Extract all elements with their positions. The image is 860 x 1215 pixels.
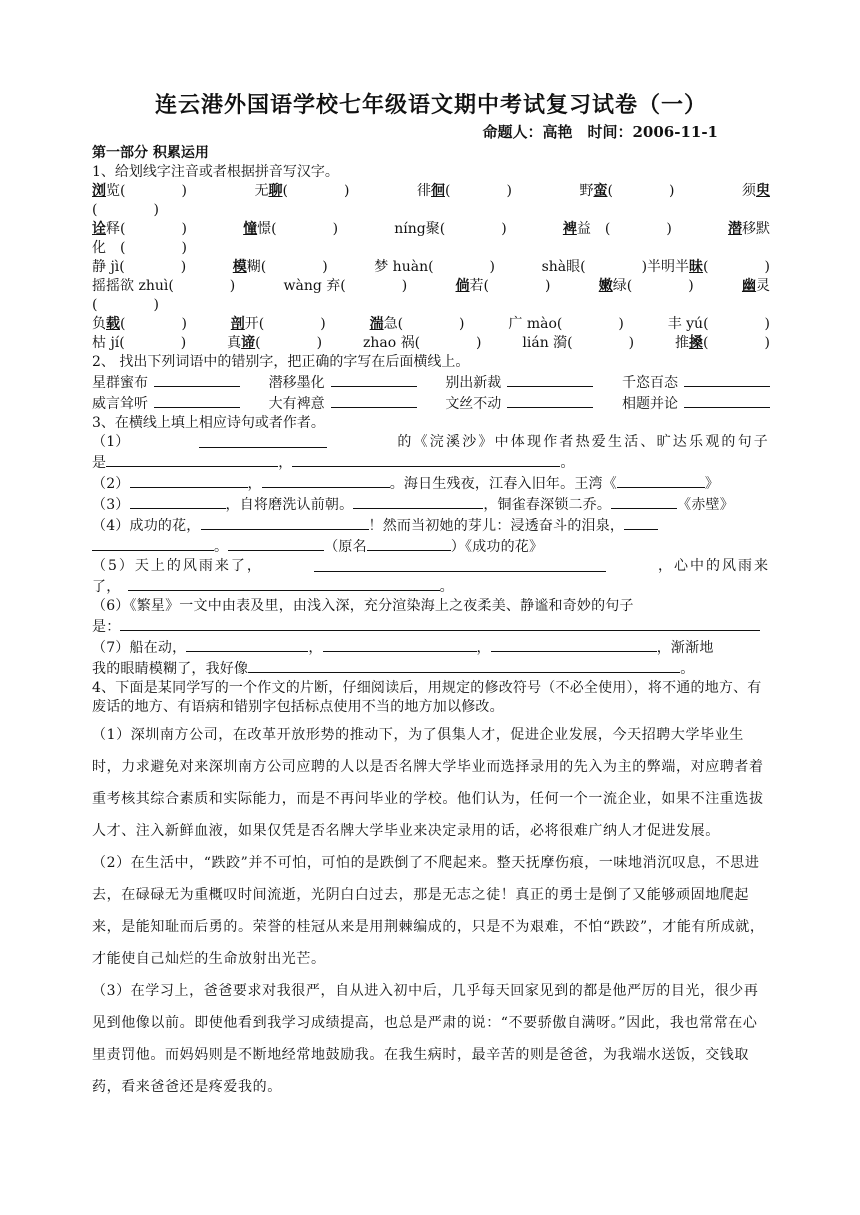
q1-item-text: 枯 jí( ) <box>92 335 187 351</box>
q1-item <box>92 315 187 334</box>
q3-5-label: （5）天上的风雨来了， <box>92 558 263 574</box>
q2-item <box>622 372 770 393</box>
q3-item-1 <box>92 433 770 473</box>
question-1: 1、给划线字注音或者根据拼音写汉字。 <box>92 164 339 180</box>
q1-item <box>363 334 482 353</box>
q3-1-end: 。 <box>560 455 575 471</box>
q1-item-text: 糊( ) <box>246 259 328 275</box>
q1-item-text: 灵 <box>755 278 770 294</box>
answer-blank[interactable] <box>367 536 451 551</box>
q1-item-text: lián 漪( ) <box>522 335 635 351</box>
q3-7-comma2: ， <box>476 640 491 656</box>
q3-4-period: 。 <box>214 539 229 555</box>
q1-row <box>92 201 770 220</box>
q1-item <box>456 277 551 296</box>
q1-item-text: ( ) <box>703 335 770 351</box>
q1-item <box>92 220 187 239</box>
answer-blank[interactable] <box>130 473 248 488</box>
q1-item <box>508 315 623 334</box>
q1-item-text: ( ) <box>282 183 350 199</box>
q1-item <box>243 220 338 239</box>
answer-blank[interactable] <box>228 536 324 551</box>
q3-3-text2: ，铜雀春深锁二乔。 <box>483 497 612 513</box>
q1-item <box>92 239 187 258</box>
q3-2-comma: ， <box>247 476 262 492</box>
q1-item-text: 益 ( ) <box>576 221 672 237</box>
q1-item-text: 野 <box>579 183 594 199</box>
q1-row <box>92 182 770 201</box>
q3-item-7 <box>92 637 770 679</box>
q3-item-3 <box>92 494 770 515</box>
question-2: 2、 找出下列词语中的错别字，把正确的字写在后面横线上。 <box>92 354 470 370</box>
q3-1-label: （1） <box>92 434 130 450</box>
q3-1-comma: ， <box>278 455 293 471</box>
q3-5-end: 。 <box>439 579 454 595</box>
q3-7-text2: 我的眼睛模糊了，我好像 <box>92 661 249 677</box>
answer-blank[interactable] <box>507 393 593 408</box>
q1-underlined-char: 幽 <box>741 278 756 294</box>
q1-underlined-char: 裨 <box>562 221 577 237</box>
q1-item-text: ( ) <box>92 297 159 313</box>
q1-item-text: 化 ( ) <box>92 240 187 256</box>
q2-word: 大有裨意 <box>268 396 325 412</box>
answer-blank[interactable] <box>314 557 606 572</box>
q2-word: 千恣百态 <box>621 375 678 391</box>
q1-item-text: 绿( ) <box>612 278 694 294</box>
q1-underlined-char: 昧 <box>689 259 704 275</box>
answer-blank[interactable] <box>92 536 214 551</box>
q1-item-text: ( ) <box>120 316 187 332</box>
q1-item-text: 开( ) <box>244 316 326 332</box>
q1-item-text: 真 <box>227 335 242 351</box>
answer-blank[interactable] <box>186 637 308 652</box>
q1-underlined-char: 徊 <box>431 183 445 199</box>
answer-blank[interactable] <box>331 393 417 408</box>
q1-item <box>92 296 159 315</box>
q1-underlined-char: 模 <box>232 259 247 275</box>
q1-item-text: 若( ) <box>469 278 551 294</box>
q1-row <box>92 296 770 315</box>
question-4: 4、下面是某同学写的一个作文的片断，仔细阅读后，用规定的修改符号（不必全使用），将不通的地方、有废话的地方、有语病和错别字包括标点使用不当的地方加以修改。 <box>92 680 762 715</box>
q2-item <box>445 372 593 393</box>
answer-blank[interactable] <box>154 393 240 408</box>
q2-word: 星群蜜布 <box>92 375 148 391</box>
q3-item-5 <box>92 557 770 597</box>
q1-row <box>92 258 770 277</box>
q1-underlined-char: 剖 <box>230 316 245 332</box>
q1-item <box>542 258 770 277</box>
q1-item-text: 览( ) <box>106 183 187 199</box>
q1-item-text: 静 jì( ) <box>92 259 187 275</box>
answer-blank[interactable] <box>491 637 657 652</box>
q3-item-6 <box>92 597 770 637</box>
q1-item-text: níng <box>394 221 426 237</box>
q1-item-text: ( ) <box>445 183 512 199</box>
q1-item <box>92 182 187 201</box>
q1-underlined-char: 浏 <box>92 183 106 199</box>
q1-row <box>92 239 770 258</box>
q1-item-text: 须 <box>742 183 756 199</box>
q3-3-label: （3） <box>92 497 130 513</box>
q1-item-text: zhao 祸( ) <box>362 335 482 351</box>
q3-item-2 <box>92 473 770 494</box>
page-title: 连云港外国语学校七年级语文期中考试复习试卷（一） <box>154 92 707 118</box>
q3-3-text: ，自将磨洗认前朝。 <box>225 497 354 513</box>
q1-underlined-char: 臾 <box>756 183 770 199</box>
q1-item-text: 推 <box>675 335 690 351</box>
q1-row <box>92 334 770 353</box>
q2-item <box>445 393 593 414</box>
q1-item-text: ( ) <box>255 335 323 351</box>
q1-item <box>417 182 512 201</box>
q1-item <box>284 277 408 296</box>
answer-blank[interactable] <box>262 473 390 488</box>
essay-paragraph-3: （3）在学习上，爸爸要求对我很严，自从进入初中后，几乎每天回家见到的都是他严厉的目光，很少再见到他像以前。即使他看到我学习成绩提高，也总是严肃的说：“不要骄傲自满呀。”因此，我也常常在心里责罚他。而妈妈则是不断地经常地鼓励我。在我生病时，最辛苦的则是爸爸，为我端水送饭，交钱取药，看来爸爸还是疼爱我的。 <box>92 983 759 1095</box>
q3-7-text: ，渐渐地 <box>656 640 714 656</box>
q1-underlined-char: 诠 <box>92 221 106 237</box>
q1-item <box>668 315 770 334</box>
answer-blank[interactable] <box>201 515 369 530</box>
q3-7-label: （7）船在动， <box>92 640 187 656</box>
q1-item-text: 聚( ) <box>425 221 507 237</box>
q2-word: 别出新裁 <box>445 375 502 391</box>
q1-item <box>394 220 506 239</box>
q1-item-text: 丰 yú( ) <box>667 316 770 332</box>
q1-item <box>231 315 326 334</box>
q1-underlined-char: 蛮 <box>593 183 608 199</box>
q1-item-text: 广 mào( ) <box>508 316 624 332</box>
q1-underlined-char: 潜 <box>727 221 742 237</box>
answer-blank[interactable] <box>292 452 560 467</box>
q3-6-text2: 是： <box>92 619 121 635</box>
question-1-items <box>92 182 770 353</box>
q3-4-text: ！然而当初她的芽儿：浸透奋斗的泪泉， <box>368 518 625 534</box>
section-heading: 第一部分 积累运用 <box>92 145 209 161</box>
answer-blank[interactable] <box>617 473 705 488</box>
essay-paragraph-1: （1）深圳南方公司，在改革开放形势的推动下，为了俱集人才，促进企业发展，今天招聘大学毕业生时，力求避免对来深圳南方公司应聘的人以是否名牌大学毕业而选择录用的先入为主的弊端，对应聘者着重考核其综合素质和实际能力，而是不再问毕业的学校。他们认为，任何一个一流企业，如果不注重选拔人才、注入新鲜血液，如果仅凭是否名牌大学毕业来决定录用的话，必将很难广纳人才促进发展。 <box>92 727 764 839</box>
q1-item <box>227 334 322 353</box>
q1-item-text: ( ) <box>607 183 675 199</box>
q1-item <box>370 315 465 334</box>
q3-2-label: （2） <box>92 476 130 492</box>
q2-item <box>269 393 417 414</box>
q2-row <box>92 393 770 414</box>
q3-1-text2: 是 <box>92 455 107 471</box>
question-3: 3、在横线上填上相应诗句或者作者。 <box>92 415 325 431</box>
q1-item <box>742 277 770 296</box>
q2-row <box>92 372 770 393</box>
q1-item-text: 无 <box>254 183 269 199</box>
q1-underlined-char: 聊 <box>268 183 283 199</box>
q1-item-text: wàng 弃( ) <box>283 278 408 294</box>
q3-item-4 <box>92 515 770 557</box>
q1-underlined-char: 载 <box>106 316 120 332</box>
q1-item-text: ( ) <box>92 202 159 218</box>
q1-item-text: 急( ) <box>383 316 465 332</box>
q3-3-end: 《赤壁》 <box>677 497 734 513</box>
question-2-items <box>92 372 770 414</box>
q3-7-end: 。 <box>680 661 695 677</box>
q1-item-text: 移默 <box>741 221 770 237</box>
q1-item-text: 憬( ) <box>257 221 339 237</box>
q2-word: 潜移墨化 <box>268 375 325 391</box>
q1-item <box>522 334 634 353</box>
q1-item <box>92 277 235 296</box>
q1-item <box>742 182 770 201</box>
q1-item <box>675 334 770 353</box>
q1-underlined-char: 搡 <box>689 335 704 351</box>
q1-item <box>92 201 159 220</box>
q1-item <box>255 182 350 201</box>
q1-item <box>374 258 495 277</box>
q3-4-label: （4）成功的花， <box>92 518 201 534</box>
answer-blank[interactable] <box>199 433 327 448</box>
answer-blank[interactable] <box>248 658 680 673</box>
essay-paragraph-2: （2）在生活中，“跌跤”并不可怕，可怕的是跌倒了不爬起来。整天抚摩伤痕，一味地消沉叹息，不思进去，在碌碌无为重概叹时间流逝，光阴白白过去，那是无志之徒！真正的勇士是倒了又能够顽固地爬起来，是能知耻而后勇的。荣誉的桂冠从来是用荆棘编成的，只是不为艰难，不怕“跌跤”，才能有所成就，才能使自己灿烂的生命放射出光芒。 <box>92 855 765 967</box>
q1-item-text: ( ) <box>703 259 770 275</box>
q2-item <box>92 372 240 393</box>
author-line: 命题人：高艳 时间：2006-11-1 <box>482 123 718 141</box>
answer-blank[interactable] <box>624 515 658 530</box>
q2-word: 文丝不动 <box>445 396 502 412</box>
q3-2-text: 。海日生残夜，江春入旧年。王湾《 <box>389 476 617 492</box>
answer-blank[interactable] <box>507 372 593 387</box>
q1-item <box>92 258 186 277</box>
answer-blank[interactable] <box>154 372 240 387</box>
q1-item <box>580 182 675 201</box>
q2-word: 相题并论 <box>621 396 678 412</box>
q3-5-text2: 了， <box>92 579 114 595</box>
q1-underlined-char: 谛 <box>241 335 256 351</box>
q1-item <box>728 220 770 239</box>
q2-item <box>269 372 417 393</box>
answer-blank[interactable] <box>106 452 278 467</box>
q1-item-text: shà眼( )半明半 <box>541 259 690 275</box>
q1-item-text: 梦 huàn( ) <box>374 259 496 275</box>
q2-item <box>92 393 240 414</box>
essay-passage <box>92 719 770 1103</box>
q1-underlined-char: 湍 <box>369 316 384 332</box>
q3-6-text: （6）《繁星》一文中由表及里，由浅入深，充分渲染海上之夜柔美、静谧和奇妙的句子 <box>92 598 634 614</box>
q1-item <box>233 258 328 277</box>
q3-4-end: ）《成功的花》 <box>450 539 544 555</box>
q1-item-text: 负 <box>92 316 106 332</box>
answer-blank[interactable] <box>684 393 770 408</box>
q1-underlined-char: 倘 <box>455 278 470 294</box>
q1-underlined-char: 憧 <box>243 221 258 237</box>
answer-blank[interactable] <box>323 637 477 652</box>
q1-row <box>92 220 770 239</box>
q1-item-text: 徘 <box>417 183 431 199</box>
q1-item-text: 释( ) <box>106 221 187 237</box>
answer-blank[interactable] <box>331 372 417 387</box>
q3-5-text: ，心中的风雨来 <box>657 558 770 574</box>
q2-word: 威言耸听 <box>92 396 148 412</box>
q1-item-text: 摇摇欲 zhuì( ) <box>92 278 236 294</box>
answer-blank[interactable] <box>611 494 677 509</box>
q1-row <box>92 277 770 296</box>
answer-blank[interactable] <box>128 576 440 591</box>
q3-2-end: 》 <box>704 476 720 492</box>
q1-row <box>92 315 770 334</box>
answer-blank[interactable] <box>130 494 226 509</box>
exam-page <box>92 88 770 1103</box>
q3-4-text2: （原名 <box>324 539 367 555</box>
q2-item <box>622 393 770 414</box>
answer-blank[interactable] <box>684 372 770 387</box>
q1-item <box>599 277 694 296</box>
q3-1-text: 的《浣溪沙》中体现作者热爱生活、旷达乐观的句子 <box>397 434 770 450</box>
answer-blank[interactable] <box>120 616 760 631</box>
q3-7-comma: ， <box>308 640 323 656</box>
answer-blank[interactable] <box>353 494 483 509</box>
q1-item <box>92 334 186 353</box>
q1-underlined-char: 嫩 <box>598 278 613 294</box>
q1-item <box>563 220 672 239</box>
